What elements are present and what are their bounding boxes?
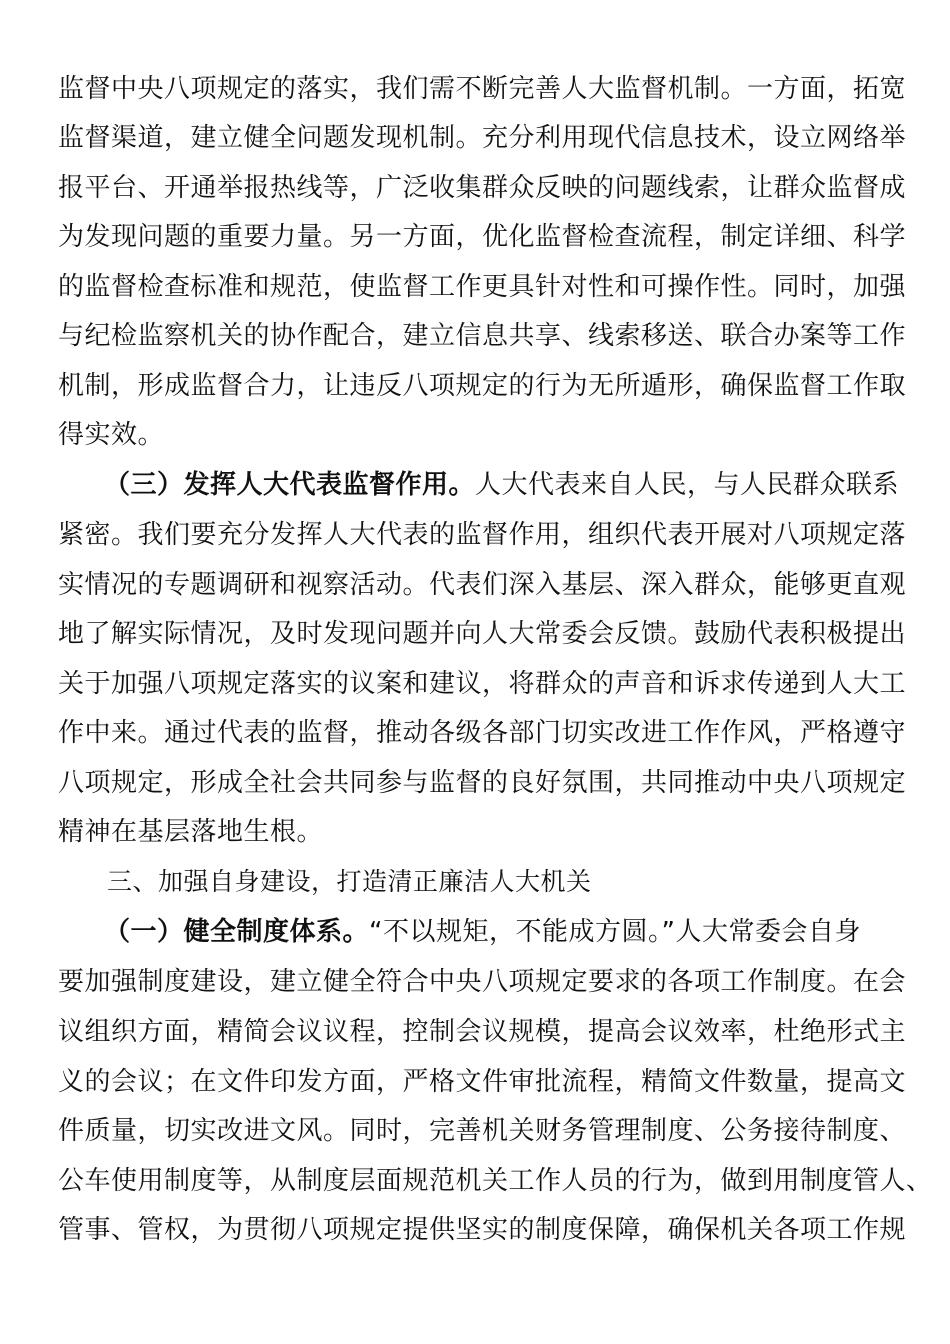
body-line: 报平台、开通举报热线等，广泛收集群众反映的问题线索，让群众监督成 <box>58 173 907 203</box>
body-line: 件质量，切实改进文风。同时，完善机关财务管理制度、公务接待制度、 <box>58 1116 907 1146</box>
body-line: 与纪检监察机关的协作配合，建立信息共享、线索移送、联合办案等工作 <box>58 321 907 351</box>
body-line: 管事、管权，为贯彻八项规定提供坚实的制度保障，确保机关各项工作规 <box>58 1215 907 1245</box>
section-heading: （一）健全制度体系。 <box>104 917 370 947</box>
chapter-heading: 三、加强自身建设，打造清正廉洁人大机关 <box>107 867 592 896</box>
body-line: 机制，形成监督合力，让违反八项规定的行为无所遁形，确保监督工作取 <box>58 371 907 401</box>
body-line: 实情况的专题调研和视察活动。代表们深入基层、深入群众，能够更直观 <box>58 570 907 600</box>
body-line: 关于加强八项规定落实的议案和建议，将群众的声音和诉求传递到人大工 <box>58 669 907 699</box>
body-line: 的监督检查标准和规范，使监督工作更具针对性和可操作性。同时，加强 <box>58 272 907 302</box>
body-line: 地了解实际情况，及时发现问题并向人大常委会反馈。鼓励代表积极提出 <box>58 619 907 649</box>
section-text: 人大代表来自人民，与人民群众联系 <box>475 470 900 500</box>
body-line: 监督渠道，建立健全问题发现机制。充分利用现代信息技术，设立网络举 <box>58 123 907 153</box>
body-line: 为发现问题的重要力量。另一方面，优化监督检查流程，制定详细、科学 <box>58 222 907 252</box>
body-line: 八项规定，形成全社会共同参与监督的良好氛围，共同推动中央八项规定 <box>58 768 907 798</box>
body-line: 公车使用制度等，从制度层面规范机关工作人员的行为，做到用制度管人、 <box>58 1166 933 1196</box>
body-line: 义的会议；在文件印发方面，严格文件审批流程，精简文件数量，提高文 <box>58 1067 907 1097</box>
section-heading: （三）发挥人大代表监督作用。 <box>104 470 476 500</box>
body-line: 监督中央八项规定的落实，我们需不断完善人大监督机制。一方面，拓宽 <box>58 74 907 104</box>
section-paragraph-first-line <box>104 917 861 947</box>
body-line: 作中来。通过代表的监督，推动各级各部门切实改进工作作风，严格遵守 <box>58 718 907 748</box>
body-line: 紧密。我们要充分发挥人大代表的监督作用，组织代表开展对八项规定落 <box>58 520 907 550</box>
section-paragraph-first-line <box>104 470 899 500</box>
body-line: 得实效。 <box>58 420 165 450</box>
body-line: 精神在基层落地生根。 <box>58 817 324 847</box>
body-line: 议组织方面，精简会议议程，控制会议规模，提高会议效率，杜绝形式主 <box>58 1017 907 1047</box>
body-line: 要加强制度建设，建立健全符合中央八项规定要求的各项工作制度。在会 <box>58 967 907 997</box>
section-text: “不以规矩，不能成方圆。”人大常委会自身 <box>369 917 861 947</box>
